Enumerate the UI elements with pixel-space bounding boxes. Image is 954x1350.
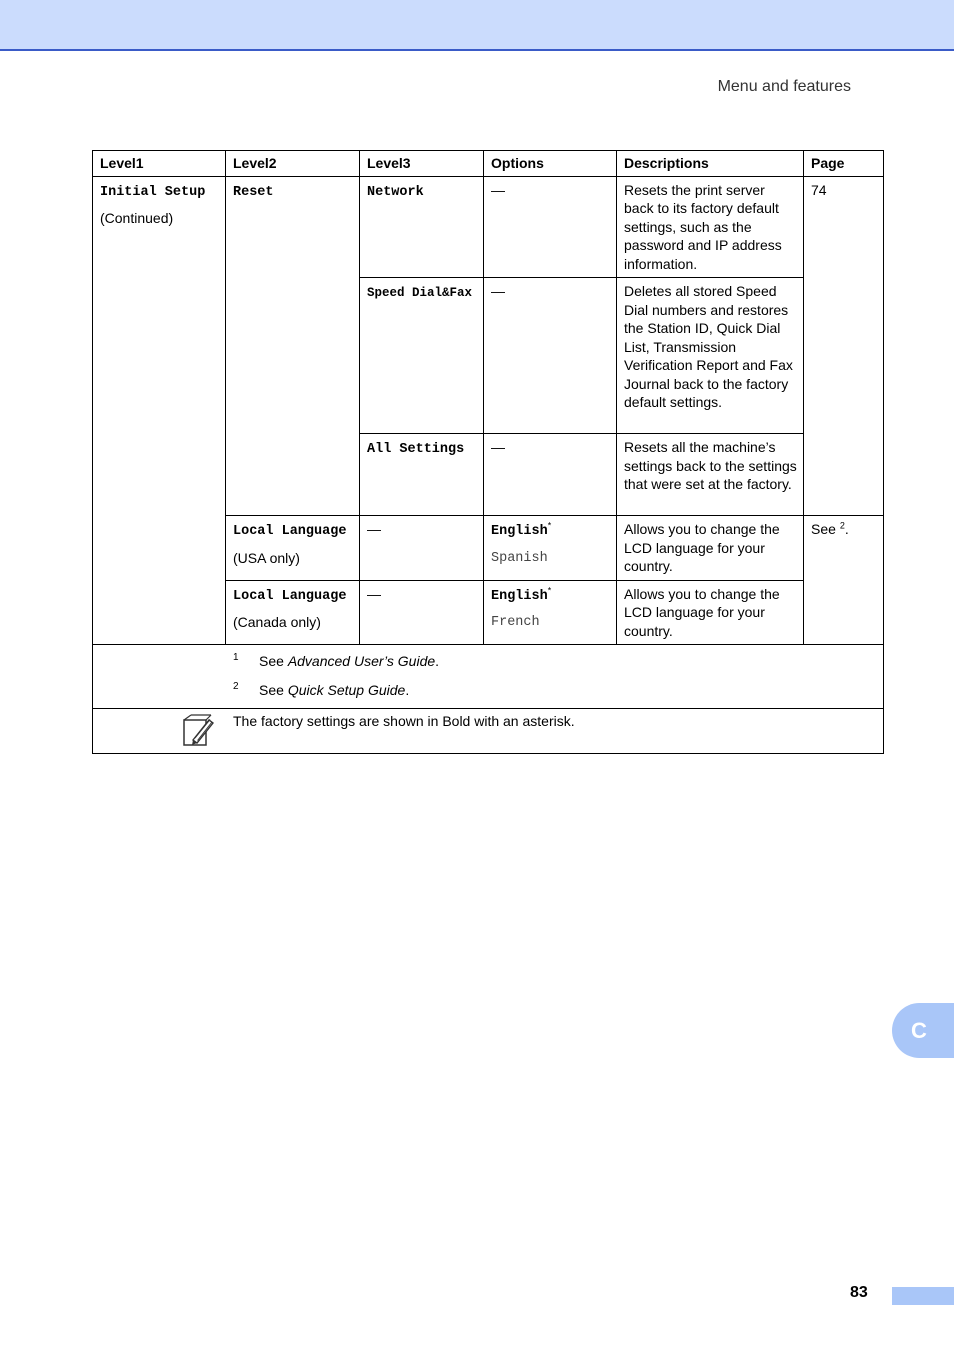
footnotes-row <box>93 645 884 709</box>
level2-cell <box>226 580 360 645</box>
column-header: Descriptions <box>617 151 804 177</box>
footnote-text: See Advanced User’s Guide. <box>259 653 440 669</box>
level1-cell <box>93 176 226 645</box>
description-cell: Deletes all stored Speed Dial numbers and restores the Station ID, Quick Dial List, Transmission Verification Report and Fax Journal back to the factory default settings. <box>617 278 804 434</box>
option-default: English <box>491 588 548 604</box>
level3-cell <box>360 434 484 516</box>
level3-label: Speed Dial&Fax <box>367 286 473 300</box>
footnote-number: 2 <box>233 681 239 692</box>
default-asterisk: * <box>547 584 552 595</box>
level2-label: Reset <box>233 184 274 200</box>
header-band <box>0 0 954 51</box>
level2-note: (Canada only) <box>233 614 321 630</box>
page-reference-number: 2 <box>839 520 845 531</box>
options-cell <box>484 516 617 581</box>
footnote <box>233 648 877 677</box>
footnote-text: See Quick Setup Guide. <box>259 682 410 698</box>
menu-table <box>92 150 884 754</box>
level3-label: Network <box>367 184 424 200</box>
option-default: English <box>491 524 548 539</box>
footnote <box>233 677 877 706</box>
level1-note: (Continued) <box>100 210 174 226</box>
default-asterisk: * <box>547 520 552 531</box>
column-header: Page <box>804 151 884 177</box>
description-cell: Allows you to change the LCD language for your country. <box>617 580 804 645</box>
page-reference-prefix: See <box>811 521 836 537</box>
level3-cell <box>360 176 484 278</box>
level3-cell: — <box>360 580 484 645</box>
column-header: Level1 <box>93 151 226 177</box>
level3-label: All Settings <box>367 442 465 457</box>
options-cell: — <box>484 434 617 516</box>
level2-cell <box>226 176 360 516</box>
chapter-tab-letter: C <box>911 1017 927 1043</box>
page-reference-suffix: . <box>844 521 849 537</box>
running-head: Menu and features <box>717 78 851 95</box>
note-pencil-icon <box>181 714 215 748</box>
note-cell <box>93 709 884 754</box>
column-header: Level2 <box>226 151 360 177</box>
footnotes-cell <box>93 645 884 709</box>
description-cell: Allows you to change the LCD language for your country. <box>617 516 804 581</box>
table-row <box>93 176 884 278</box>
note-row <box>93 709 884 754</box>
options-cell: — <box>484 176 617 278</box>
page-cell <box>804 516 884 645</box>
column-header: Level3 <box>360 151 484 177</box>
options-cell: — <box>484 278 617 434</box>
column-header: Options <box>484 151 617 177</box>
option-alternative: French <box>491 615 540 630</box>
page-number: 83 <box>850 1284 868 1301</box>
level2-cell <box>226 516 360 581</box>
page-cell: 74 <box>804 176 884 516</box>
description-cell: Resets all the machine’s settings back to the settings that were set at the factory. <box>617 434 804 516</box>
footnote-title: Advanced User’s Guide <box>287 653 436 669</box>
page-number-bar <box>892 1287 954 1305</box>
level3-cell <box>360 278 484 434</box>
level2-note: (USA only) <box>233 549 300 566</box>
chapter-tab <box>892 1003 954 1058</box>
level1-label: Initial Setup <box>100 184 206 200</box>
level2-label: Local Language <box>233 588 347 604</box>
level2-label: Local Language <box>233 524 347 539</box>
option-alternative: Spanish <box>491 550 548 566</box>
note-text: The factory settings are shown in Bold with an asterisk. <box>233 713 575 729</box>
table-header-row <box>93 151 884 177</box>
footnote-number: 1 <box>233 652 239 663</box>
footnote-title: Quick Setup Guide <box>287 682 406 698</box>
options-cell <box>484 580 617 645</box>
level3-cell: — <box>360 516 484 581</box>
description-cell: Resets the print server back to its factory default settings, such as the password and IP address information. <box>617 176 804 278</box>
